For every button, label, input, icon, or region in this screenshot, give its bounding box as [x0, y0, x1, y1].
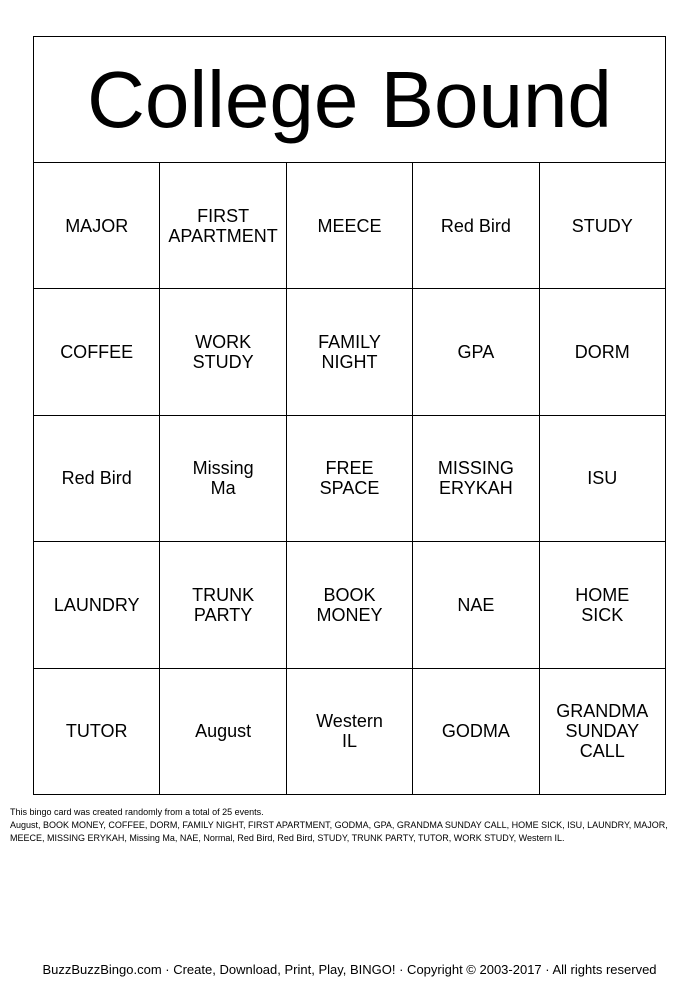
bingo-cell: Missing Ma [160, 416, 286, 542]
bingo-cell: MEECE [287, 163, 413, 289]
footnote-intro: This bingo card was created randomly from a total of 25 events. [10, 807, 264, 817]
bingo-cell: STUDY [540, 163, 666, 289]
bingo-cell: FIRST APARTMENT [160, 163, 286, 289]
bingo-grid [34, 163, 666, 795]
bingo-cell: TRUNK PARTY [160, 542, 286, 668]
bingo-cell: Red Bird [413, 163, 539, 289]
bingo-card [33, 36, 666, 795]
bingo-cell: WORK STUDY [160, 289, 286, 415]
bingo-cell: NAE [413, 542, 539, 668]
events-footnote [10, 806, 690, 845]
footnote-event-list: August, BOOK MONEY, COFFEE, DORM, FAMILY NIGHT, FIRST APARTMENT, GODMA, GPA, GRANDMA SUNDAY CALL, HOME SICK, ISU, LAUNDRY, MAJOR, MEECE, MISSING ERYKAH, Missing Ma, NAE, Normal, Red Bird, Red Bird, STUDY, TRUNK PARTY, TUTOR, WORK STUDY, Western IL. [10, 820, 668, 843]
bingo-cell: GODMA [413, 669, 539, 795]
bingo-cell: FAMILY NIGHT [287, 289, 413, 415]
card-title: College Bound [34, 37, 666, 163]
bingo-cell: Red Bird [34, 416, 160, 542]
bingo-cell: GPA [413, 289, 539, 415]
bingo-cell: Western IL [287, 669, 413, 795]
bingo-cell: LAUNDRY [34, 542, 160, 668]
site-footer: BuzzBuzzBingo.com · Create, Download, Print, Play, BINGO! · Copyright © 2003-2017 · All rights reserved [42, 962, 657, 977]
bingo-cell: August [160, 669, 286, 795]
bingo-cell: TUTOR [34, 669, 160, 795]
bingo-cell: HOME SICK [540, 542, 666, 668]
bingo-cell: ISU [540, 416, 666, 542]
bingo-cell: GRANDMA SUNDAY CALL [540, 669, 666, 795]
bingo-cell: MAJOR [34, 163, 160, 289]
bingo-cell: DORM [540, 289, 666, 415]
bingo-cell: BOOK MONEY [287, 542, 413, 668]
free-space-cell: FREE SPACE [287, 416, 413, 542]
bingo-cell: COFFEE [34, 289, 160, 415]
bingo-cell: MISSING ERYKAH [413, 416, 539, 542]
